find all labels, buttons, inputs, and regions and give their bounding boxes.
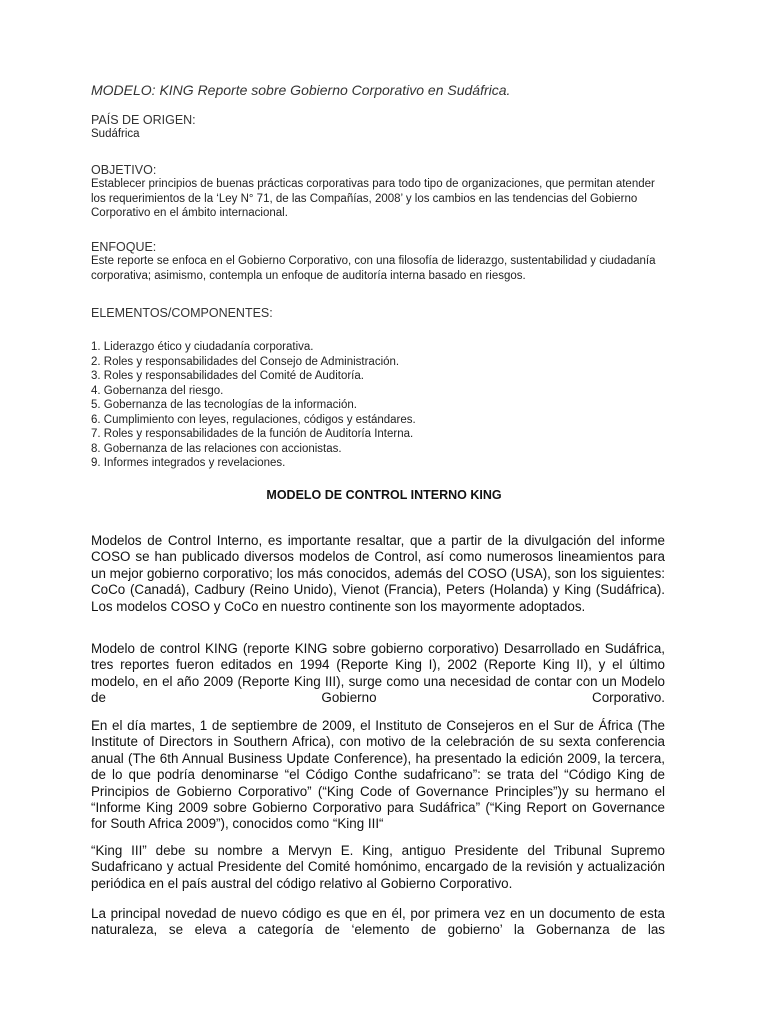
- elementos-label: ELEMENTOS/COMPONENTES:: [91, 306, 273, 320]
- pais-section: [91, 113, 665, 142]
- list-item: 6. Cumplimiento con leyes, regulaciones, códigos y estándares.: [91, 413, 416, 426]
- list-item: 3. Roles y responsabilidades del Comité de Auditoría.: [91, 370, 364, 382]
- list-item: 4. Gobernanza del riesgo.: [91, 384, 224, 397]
- objetivo-text: Establecer principios de buenas prácticas corporativas para todo tipo de organizaciones, que permitan atender los requerimientos de la ‘Ley N° 71, de las Compañías, 2008’ y los cambios en las tendencias del Gobierno Corporativo en el ámbito internacional.: [91, 178, 655, 219]
- pais-value: Sudáfrica: [91, 128, 140, 140]
- list-item: 2. Roles y responsabilidades del Consejo de Administración.: [91, 355, 400, 368]
- paragraph-5: La principal novedad de nuevo código es que en él, por primera vez en un documento de esta naturaleza, se eleva a categoría de ‘elemento de gobierno’ la Gobernanza de las: [91, 906, 665, 938]
- list-item: 1. Liderazgo ético y ciudadanía corporativa.: [91, 341, 314, 353]
- objetivo-label: OBJETIVO:: [91, 163, 157, 177]
- pais-label: PAÍS DE ORIGEN:: [91, 113, 196, 127]
- enfoque-section: [91, 240, 665, 283]
- elementos-list: [91, 340, 665, 471]
- list-item: 9. Informes integrados y revelaciones.: [91, 457, 286, 469]
- enfoque-text: Este reporte se enfoca en el Gobierno Corporativo, con una filosofía de liderazgo, sustentabilidad y ciudadanía corporativa; asimismo, contempla un enfoque de auditoría interna basado en riesgos.: [91, 255, 656, 282]
- list-item: 8. Gobernanza de las relaciones con accionistas.: [91, 442, 342, 455]
- enfoque-label: ENFOQUE:: [91, 240, 157, 254]
- list-item: 7. Roles y responsabilidades de la función de Auditoría Interna.: [91, 428, 414, 440]
- paragraph-4: “King III” debe su nombre a Mervyn E. King, antiguo Presidente del Tribunal Supremo Sudafricano y actual Presidente del Comité homónimo, encargado de la revisión y actualización periódica en el país austral del código relativo al Gobierno Corporativo.: [91, 843, 665, 891]
- document-title: MODELO: KING Reporte sobre Gobierno Corporativo en Sudáfrica.: [91, 82, 511, 98]
- paragraph-3: En el día martes, 1 de septiembre de 2009, el Instituto de Consejeros en el Sur de África (The Institute of Directors in Southern Africa), con motivo de la celebración de su sexta conferencia anual (The 6th Annual Business Update Conference), ha presentado la edición 2009, la tercera, de lo que podría denominarse “el Código Conthe sudafricano”: se trata del “Código King de Principios de Gobierno Corporativo” (“King Code of Governance Principles”)y su hermano el “Informe King 2009 sobre Gobierno Corporativo para Sudáfrica” (“King Report on Governance for South Africa 2009”), conocidos como “King III“: [91, 718, 665, 832]
- section-title: MODELO DE CONTROL INTERNO KING: [266, 488, 502, 502]
- objetivo-section: [91, 163, 665, 221]
- paragraph-1: Modelos de Control Interno, es importante resaltar, que a partir de la divulgación del informe COSO se han publicado diversos modelos de Control, así como numerosos lineamientos para un mejor gobierno corporativo; los más conocidos, además del COSO (USA), son los siguientes: CoCo (Canadá), Cadbury (Reino Unido), Vienot (Francia), Peters (Holanda) y King (Sudáfrica). Los modelos COSO y CoCo en nuestro continente son los mayormente adoptados.: [91, 533, 665, 614]
- list-item: 5. Gobernanza de las tecnologías de la información.: [91, 399, 357, 411]
- paragraph-2: Modelo de control KING (reporte KING sobre gobierno corporativo) Desarrollado en Sudáfrica, tres reportes fueron editados en 1994 (Reporte King I), 2002 (Reporte King II), y el último modelo, en el año 2009 (Reporte King III), surge como una necesidad de contar con un Modelo de Gobierno Corporativo.: [91, 641, 665, 706]
